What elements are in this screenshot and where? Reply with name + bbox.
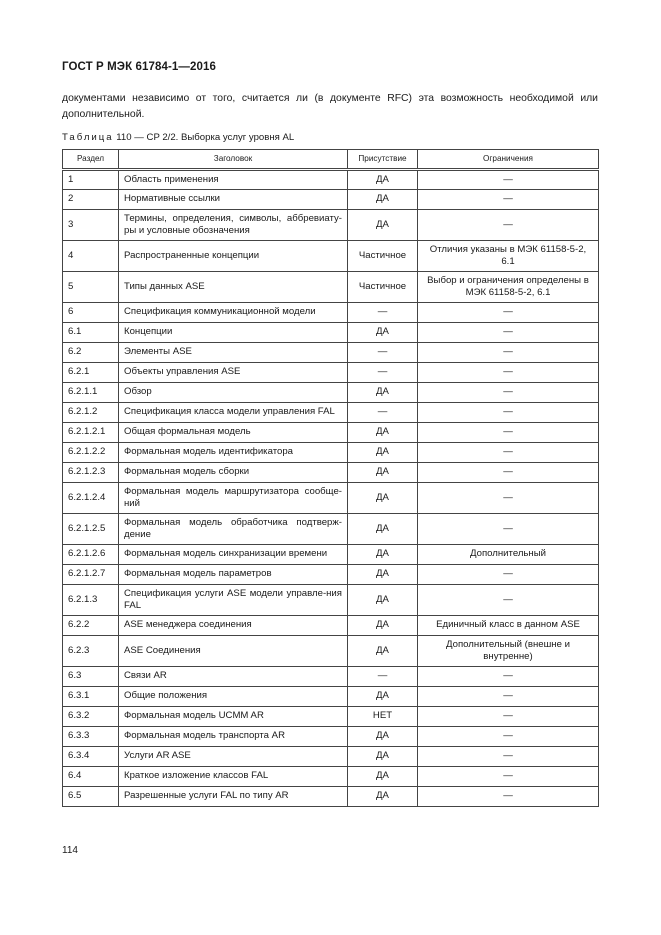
cell-section: 6.3.3: [63, 727, 119, 747]
cell-section: 6.3: [63, 667, 119, 687]
cell-presence: ДА: [348, 767, 418, 787]
table-row: [63, 190, 599, 210]
cell-section: 6.2.1.2.5: [63, 514, 119, 545]
cell-section: 6.2.1.1: [63, 383, 119, 403]
cell-section: 6.1: [63, 323, 119, 343]
table-row: [63, 363, 599, 383]
cell-constraints: —: [418, 483, 599, 514]
cell-section: 6.2.1.2: [63, 403, 119, 423]
cell-presence: ДА: [348, 190, 418, 210]
table-caption-label: Таблица: [62, 132, 114, 143]
intro-paragraph: документами независимо от того, считается ли (в документе RFC) эта возможность необходимой или дополнительной.: [62, 93, 598, 120]
cell-constraints: —: [418, 190, 599, 210]
cell-presence: Частичное: [348, 272, 418, 303]
service-selection-table: [62, 149, 599, 807]
cell-constraints: —: [418, 687, 599, 707]
cell-presence: ДА: [348, 423, 418, 443]
cell-section: 6: [63, 303, 119, 323]
cell-constraints: —: [418, 443, 599, 463]
table-row: [63, 667, 599, 687]
cell-title: Спецификация коммуникационной модели: [119, 303, 348, 323]
table-row: [63, 727, 599, 747]
cell-title: Формальная модель параметров: [119, 565, 348, 585]
cell-constraints: Единичный класс в данном ASE: [418, 616, 599, 636]
cell-presence: ДА: [348, 463, 418, 483]
cell-presence: ДА: [348, 323, 418, 343]
cell-section: 6.2.1.2.1: [63, 423, 119, 443]
cell-section: 6.2.1: [63, 363, 119, 383]
table-row: [63, 747, 599, 767]
cell-section: 6.2.2: [63, 616, 119, 636]
cell-section: 4: [63, 241, 119, 272]
cell-title: Формальная модель сборки: [119, 463, 348, 483]
cell-presence: ДА: [348, 636, 418, 667]
cell-section: 6.2.1.2.3: [63, 463, 119, 483]
cell-presence: ДА: [348, 210, 418, 241]
table-row: [63, 210, 599, 241]
cell-title: Общие положения: [119, 687, 348, 707]
cell-section: 6.2: [63, 343, 119, 363]
cell-section: 6.2.3: [63, 636, 119, 667]
cell-title: Формальная модель синхранизации времени: [119, 545, 348, 565]
table-row: [63, 707, 599, 727]
cell-presence: —: [348, 403, 418, 423]
table-row: [63, 383, 599, 403]
table-row: [63, 303, 599, 323]
cell-title: Типы данных ASE: [119, 272, 348, 303]
table-row: [63, 343, 599, 363]
cell-constraints: —: [418, 210, 599, 241]
cell-title: Объекты управления ASE: [119, 363, 348, 383]
cell-presence: ДА: [348, 514, 418, 545]
column-header-presence: Присутствие: [348, 150, 418, 170]
column-header-section: Раздел: [63, 150, 119, 170]
cell-section: 6.5: [63, 787, 119, 807]
cell-constraints: —: [418, 565, 599, 585]
cell-title: Формальная модель идентификатора: [119, 443, 348, 463]
table-row: [63, 463, 599, 483]
document-header: ГОСТ Р МЭК 61784-1—2016: [62, 61, 216, 73]
cell-constraints: —: [418, 383, 599, 403]
cell-constraints: —: [418, 423, 599, 443]
table-row: [63, 687, 599, 707]
table-caption: [62, 132, 294, 143]
table-row: [63, 767, 599, 787]
cell-constraints: Выбор и ограничения определены в МЭК 61158-5-2, 6.1: [418, 272, 599, 303]
table-row: [63, 616, 599, 636]
cell-title: Область применения: [119, 170, 348, 190]
cell-presence: ДА: [348, 383, 418, 403]
column-header-constraints: Ограничения: [418, 150, 599, 170]
cell-presence: —: [348, 303, 418, 323]
cell-title: ASE менеджера соединения: [119, 616, 348, 636]
table-row: [63, 483, 599, 514]
cell-title: Распространенные концепции: [119, 241, 348, 272]
cell-presence: ДА: [348, 565, 418, 585]
cell-constraints: —: [418, 667, 599, 687]
cell-title: Обзор: [119, 383, 348, 403]
table-row: [63, 565, 599, 585]
cell-presence: ДА: [348, 616, 418, 636]
cell-title: Нормативные ссылки: [119, 190, 348, 210]
cell-title: Формальная модель маршрутизатора сообще-ний: [119, 483, 348, 514]
cell-presence: ДА: [348, 727, 418, 747]
column-header-title: Заголовок: [119, 150, 348, 170]
table-row: [63, 241, 599, 272]
cell-title: Разрешенные услуги FAL по типу AR: [119, 787, 348, 807]
cell-section: 6.4: [63, 767, 119, 787]
cell-section: 6.2.1.2.4: [63, 483, 119, 514]
cell-presence: ДА: [348, 483, 418, 514]
cell-presence: —: [348, 343, 418, 363]
cell-constraints: —: [418, 363, 599, 383]
cell-constraints: —: [418, 303, 599, 323]
cell-constraints: —: [418, 707, 599, 727]
cell-presence: —: [348, 667, 418, 687]
cell-constraints: —: [418, 323, 599, 343]
cell-presence: ДА: [348, 687, 418, 707]
cell-section: 6.2.1.2.7: [63, 565, 119, 585]
cell-title: Термины, определения, символы, аббревиату-ры и условные обозначения: [119, 210, 348, 241]
table-row: [63, 514, 599, 545]
cell-title: Спецификация услуги ASE модели управле-ния FAL: [119, 585, 348, 616]
cell-constraints: —: [418, 585, 599, 616]
cell-title: Связи AR: [119, 667, 348, 687]
cell-constraints: Дополнительный (внешне и внутренне): [418, 636, 599, 667]
cell-section: 6.2.1.2.2: [63, 443, 119, 463]
cell-presence: Частичное: [348, 241, 418, 272]
page-number: 114: [62, 845, 78, 856]
cell-title: ASE Соединения: [119, 636, 348, 667]
cell-presence: ДА: [348, 585, 418, 616]
cell-constraints: —: [418, 463, 599, 483]
cell-constraints: —: [418, 343, 599, 363]
cell-presence: ДА: [348, 787, 418, 807]
table-row: [63, 272, 599, 303]
cell-constraints: Отличия указаны в МЭК 61158-5-2, 6.1: [418, 241, 599, 272]
cell-section: 2: [63, 190, 119, 210]
table-row: [63, 403, 599, 423]
cell-presence: ДА: [348, 170, 418, 190]
table-row: [63, 545, 599, 565]
cell-presence: НЕТ: [348, 707, 418, 727]
cell-title: Концепции: [119, 323, 348, 343]
table-body: [63, 170, 599, 807]
cell-title: Формальная модель UCMM AR: [119, 707, 348, 727]
cell-constraints: —: [418, 403, 599, 423]
cell-constraints: —: [418, 170, 599, 190]
cell-section: 6.3.2: [63, 707, 119, 727]
cell-presence: —: [348, 363, 418, 383]
cell-title: Формальная модель обработчика подтверж-дение: [119, 514, 348, 545]
cell-section: 5: [63, 272, 119, 303]
table-caption-text: 110 — CP 2/2. Выборка услуг уровня AL: [113, 132, 295, 143]
cell-title: Услуги AR ASE: [119, 747, 348, 767]
cell-presence: ДА: [348, 545, 418, 565]
cell-section: 1: [63, 170, 119, 190]
cell-constraints: —: [418, 727, 599, 747]
cell-constraints: —: [418, 787, 599, 807]
cell-title: Краткое изложение классов FAL: [119, 767, 348, 787]
cell-title: Элементы ASE: [119, 343, 348, 363]
cell-section: 6.3.4: [63, 747, 119, 767]
table-row: [63, 636, 599, 667]
cell-constraints: —: [418, 767, 599, 787]
cell-presence: ДА: [348, 747, 418, 767]
cell-section: 3: [63, 210, 119, 241]
cell-section: 6.2.1.2.6: [63, 545, 119, 565]
cell-constraints: —: [418, 514, 599, 545]
table-row: [63, 170, 599, 190]
table-row: [63, 787, 599, 807]
cell-presence: ДА: [348, 443, 418, 463]
table-row: [63, 323, 599, 343]
table-header-row: [63, 150, 599, 170]
cell-title: Общая формальная модель: [119, 423, 348, 443]
cell-section: 6.3.1: [63, 687, 119, 707]
table-row: [63, 423, 599, 443]
table-row: [63, 585, 599, 616]
cell-title: Формальная модель транспорта AR: [119, 727, 348, 747]
table-row: [63, 443, 599, 463]
cell-constraints: —: [418, 747, 599, 767]
cell-title: Спецификация класса модели управления FAL: [119, 403, 348, 423]
cell-section: 6.2.1.3: [63, 585, 119, 616]
cell-constraints: Дополнительный: [418, 545, 599, 565]
